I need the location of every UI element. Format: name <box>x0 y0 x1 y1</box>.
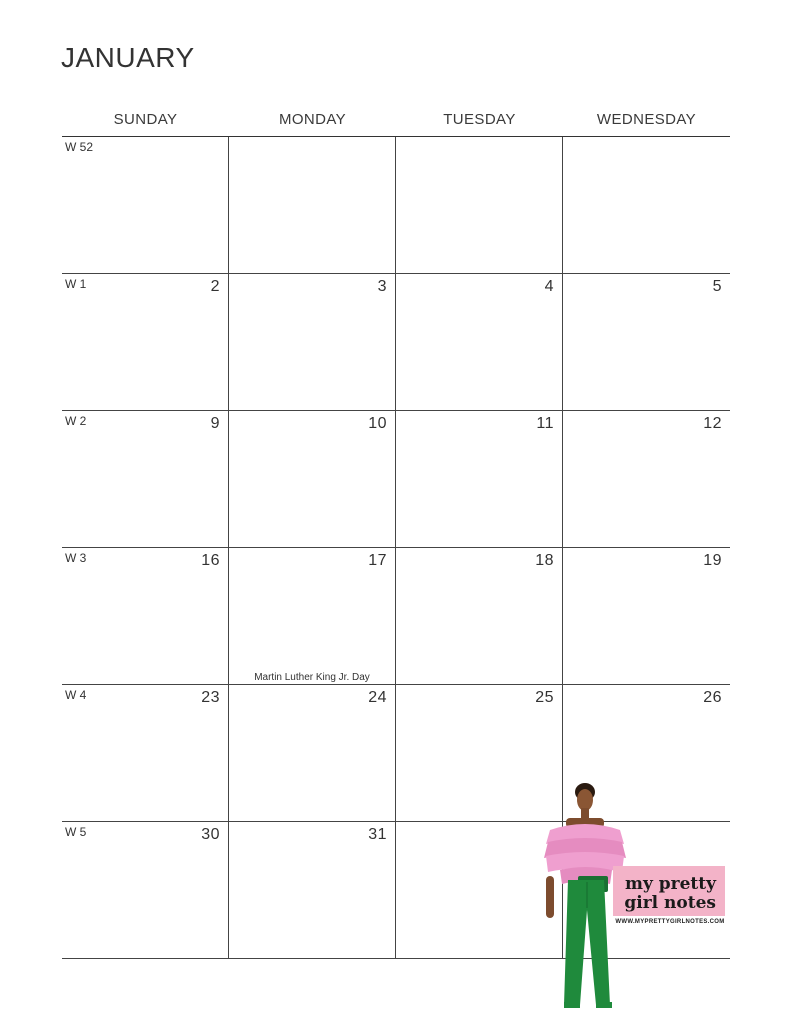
day-number: 11 <box>536 415 554 432</box>
day-cell[interactable] <box>396 274 563 410</box>
day-number: 10 <box>368 415 387 432</box>
day-cell[interactable] <box>396 685 563 821</box>
holiday-label: Martin Luther King Jr. Day <box>254 672 370 683</box>
weekday-wednesday: WEDNESDAY <box>596 111 697 128</box>
day-cell[interactable] <box>229 137 396 273</box>
week-row <box>62 411 730 548</box>
day-number: 17 <box>368 552 387 569</box>
brand-logo <box>613 866 725 916</box>
week-number: W 52 <box>65 140 94 154</box>
day-number: 30 <box>201 826 220 843</box>
weekday-tuesday: TUESDAY <box>443 111 516 128</box>
day-number: 5 <box>712 278 722 295</box>
week-number: W 2 <box>65 414 87 428</box>
day-number: 24 <box>368 689 387 706</box>
day-cell[interactable] <box>396 137 563 273</box>
day-cell[interactable] <box>563 411 730 547</box>
weekday-header-row <box>62 108 730 137</box>
day-number: 2 <box>210 278 220 295</box>
brand-line-1: my pretty <box>624 874 716 894</box>
day-cell[interactable] <box>62 411 229 547</box>
week-number: W 3 <box>65 551 87 565</box>
day-number: 31 <box>368 826 387 843</box>
day-cell[interactable] <box>62 685 229 821</box>
week-row <box>62 548 730 685</box>
month-title: JANUARY <box>61 42 195 73</box>
day-number: 18 <box>535 552 554 569</box>
day-cell[interactable] <box>229 274 396 410</box>
day-number: 19 <box>703 552 722 569</box>
brand-line-2: girl notes <box>624 893 716 913</box>
day-cell[interactable] <box>229 411 396 547</box>
day-cell[interactable] <box>563 274 730 410</box>
weekday-sunday: SUNDAY <box>113 111 178 128</box>
day-cell[interactable] <box>62 548 229 684</box>
day-cell[interactable] <box>396 822 563 958</box>
brand-url: WWW.MYPRETTYGIRLNOTES.COM <box>615 919 725 925</box>
day-number: 25 <box>535 689 554 706</box>
day-cell[interactable] <box>229 685 396 821</box>
week-row <box>62 274 730 411</box>
day-number: 4 <box>544 278 554 295</box>
day-cell[interactable] <box>229 822 396 958</box>
day-cell[interactable] <box>62 274 229 410</box>
day-number: 23 <box>201 689 220 706</box>
day-cell[interactable] <box>396 548 563 684</box>
day-number: 9 <box>210 415 220 432</box>
week-row <box>62 137 730 274</box>
day-cell[interactable] <box>396 411 563 547</box>
day-number: 12 <box>703 415 722 432</box>
day-cell[interactable] <box>229 548 396 684</box>
day-cell[interactable] <box>62 137 229 273</box>
week-number: W 1 <box>65 277 87 291</box>
day-cell[interactable] <box>62 822 229 958</box>
day-cell[interactable] <box>563 137 730 273</box>
week-number: W 5 <box>65 825 87 839</box>
day-number: 3 <box>377 278 387 295</box>
day-number: 16 <box>201 552 220 569</box>
week-number: W 4 <box>65 688 87 702</box>
day-number: 26 <box>703 689 722 706</box>
weekday-monday: MONDAY <box>278 111 347 128</box>
day-cell[interactable] <box>563 548 730 684</box>
